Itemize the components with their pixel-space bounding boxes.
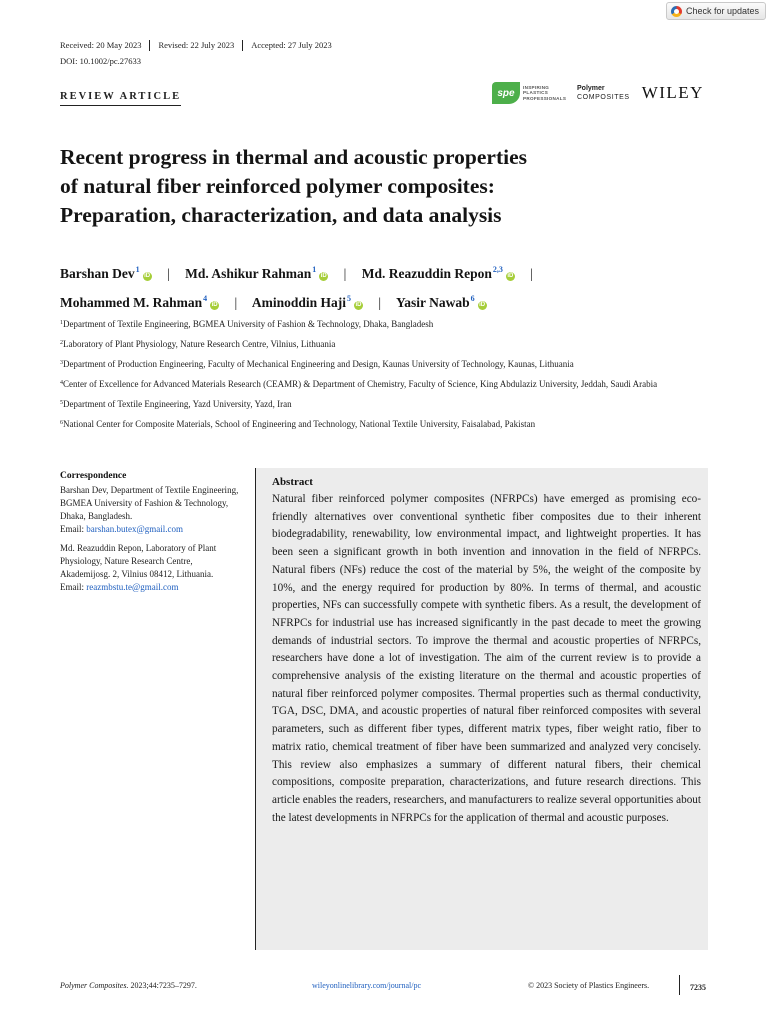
spe-logo-icon: spe — [492, 82, 520, 104]
author-separator: | — [234, 295, 238, 310]
author-affiliation-ref[interactable]: 5 — [347, 294, 351, 303]
orcid-icon[interactable]: iD — [320, 273, 327, 279]
affiliation-number: 1 — [60, 320, 63, 326]
accepted-date: Accepted: 27 July 2023 — [251, 40, 332, 50]
affiliation — [60, 397, 720, 412]
email-label: Email: — [60, 524, 87, 534]
affiliation — [60, 317, 720, 332]
author-affiliation-ref[interactable]: 4 — [203, 294, 208, 303]
affiliation-text: Department of Textile Engineering, Yazd University, Yazd, Iran — [63, 399, 292, 409]
author-list — [60, 257, 710, 315]
abstract-text: Natural fiber reinforced polymer composites (NFRPCs) have emerged as promising eco-friendly alternatives over conventional synthetic fiber composites due to their inherent biodegradability, renewability, low environmental impact, and lightweight properties. It has been seen a significant growth in both invention and innovation in the field of NFRPCs. Natural fibers (NFs) reduce the cost of the material by 5%, the weight of the composite by 10%, and the energy required for production by 80%. In terms of thermal, and acoustic properties, NFs can successfully compete with synthetic fibers. As a result, the development of NFRPCs for industrial use has increased significantly in the past decade to meet the growing demands of industrial sectors. To improve the thermal and acoustic properties of NFRPCs, researchers have done a lot of investigation. The aim of the current review is to provide a comprehensive analysis of the existing literature on the thermal and acoustic properties of natural fiber reinforced polymer composites. Thermal properties such as thermal conductivity, TGA, DSC, DMA, and acoustic properties of natural fiber reinforced composites with several parameters, such as different fiber types, different matrix types, fiber weight ratio, fiber to matrix ratio, chemical treatment of fiber have been summarized and analyzed very concisely. This review also emphasizes a summary of different natural fibers, their chemical compositions, composite preparation, characterizations, and future research directions. This article enables the readers, researchers, and manufacturers to realize several opportunities about the latest developments in NFRPCs for the application of thermal and acoustic purposes. — [272, 493, 701, 824]
author-name[interactable]: Md. Ashikur Rahman — [185, 266, 312, 281]
orcid-icon[interactable]: iD — [507, 273, 514, 279]
spe-tagline-line: PROFESSIONALS — [523, 95, 567, 101]
author-affiliation-ref[interactable]: 6 — [470, 294, 475, 303]
author-name[interactable]: Yasir Nawab — [395, 295, 470, 310]
correspondence-heading: Correspondence — [60, 471, 127, 481]
crossmark-icon — [671, 6, 682, 17]
orcid-icon[interactable]: iD — [355, 302, 362, 308]
affiliation-number: 6 — [60, 420, 63, 426]
affiliation-text: Department of Production Engineering, Faculty of Mechanical Engineering and Design, Kaunas University of Technology, Kaunas, Lithuania — [63, 359, 574, 369]
affiliation-number: 4 — [60, 380, 63, 386]
email-link[interactable]: barshan.butex@gmail.com — [86, 524, 184, 534]
title-line: Recent progress in thermal and acoustic properties — [60, 145, 527, 169]
affiliation-text: National Center for Composite Materials, School of Engineering and Technology, National Textile University, Faisalabad, Pakistan — [63, 419, 536, 429]
journal-logo-line2: COMPOSITES — [577, 94, 630, 101]
affiliation-list — [60, 317, 720, 437]
check-for-updates-button[interactable] — [666, 2, 766, 20]
affiliation-number: 5 — [60, 400, 63, 406]
orcid-icon[interactable]: iD — [144, 273, 151, 279]
footer-copyright: © 2023 Society of Plastics Engineers. — [528, 981, 650, 990]
page-number: 7235 — [679, 975, 706, 995]
footer-citation — [60, 981, 197, 990]
author-separator: | — [167, 266, 170, 281]
article-title — [60, 143, 680, 230]
orcid-icon[interactable]: iD — [211, 302, 218, 308]
affiliation-text: Center of Excellence for Advanced Materials Research (CEAMR) & Department of Chemistry, Faculty of Science, King Abdulaziz University, Jeddah, Saudi Arabia — [63, 379, 658, 389]
author-name[interactable]: Aminoddin Haji — [251, 295, 346, 310]
email-label: Email: — [60, 582, 87, 592]
footer-volume: 2023;44:7235–7297. — [128, 981, 197, 990]
article-dates — [60, 40, 340, 51]
author-name[interactable]: Md. Reazuddin Repon — [361, 266, 492, 281]
affiliation-number: 2 — [60, 340, 63, 346]
email-link[interactable]: reazmbstu.te@gmail.com — [86, 582, 179, 592]
revised-date: Revised: 22 July 2023 — [150, 40, 243, 51]
wiley-logo: WILEY — [641, 83, 704, 102]
correspondence-address: Md. Reazuddin Repon, Laboratory of Plant Physiology, Nature Research Centre, Akademijosg. 2, Vilnius 08412, Lithuania. — [60, 543, 217, 579]
author-separator: | — [378, 295, 382, 310]
author-affiliation-ref[interactable]: 1 — [135, 265, 140, 274]
spe-tagline-line: INSPIRING — [523, 84, 550, 90]
affiliation — [60, 377, 720, 392]
affiliation — [60, 337, 720, 352]
author-name[interactable]: Barshan Dev — [60, 266, 135, 281]
journal-logo-line1: Polymer — [577, 85, 605, 92]
correspondence-address: Barshan Dev, Department of Textile Engineering, BGMEA University of Fashion & Technology, Dhaka, Bangladesh. — [60, 485, 239, 521]
correspondence — [60, 470, 240, 600]
correspondence-block — [60, 542, 240, 594]
spe-tagline — [523, 84, 567, 101]
affiliation — [60, 417, 720, 432]
journal-link[interactable]: wileyonlinelibrary.com/journal/pc — [312, 981, 422, 990]
author-affiliation-ref[interactable]: 1 — [312, 265, 317, 274]
author-separator: | — [343, 266, 347, 281]
check-for-updates-label: Check for updates — [686, 6, 760, 16]
author-name[interactable]: Mohammed M. Rahman — [60, 295, 203, 310]
title-line: of natural fiber reinforced polymer composites: — [60, 174, 495, 198]
publisher-logos — [492, 78, 704, 108]
received-date: Received: 20 May 2023 — [60, 40, 150, 51]
correspondence-block — [60, 484, 240, 536]
author-line — [60, 286, 710, 315]
affiliation-text: Laboratory of Plant Physiology, Nature Research Centre, Vilnius, Lithuania — [63, 339, 336, 349]
page-footer — [60, 979, 710, 993]
abstract-box — [255, 468, 708, 950]
affiliation-number: 3 — [60, 360, 63, 366]
orcid-icon[interactable]: iD — [479, 302, 486, 308]
doi: DOI: 10.1002/pc.27633 — [60, 56, 141, 66]
article-type: REVIEW ARTICLE — [60, 91, 181, 106]
author-line — [60, 257, 710, 286]
author-affiliation-ref[interactable]: 2,3 — [492, 265, 503, 274]
title-line: Preparation, characterization, and data analysis — [60, 203, 502, 227]
author-separator: | — [530, 266, 533, 281]
abstract-heading: Abstract — [272, 476, 313, 488]
spe-tagline-line: PLASTICS — [523, 90, 549, 96]
journal-logo — [577, 84, 630, 102]
footer-journal-name: Polymer Composites. — [60, 981, 129, 990]
affiliation — [60, 357, 720, 372]
affiliation-text: Department of Textile Engineering, BGMEA University of Fashion & Technology, Dhaka, Bangladesh — [63, 319, 434, 329]
